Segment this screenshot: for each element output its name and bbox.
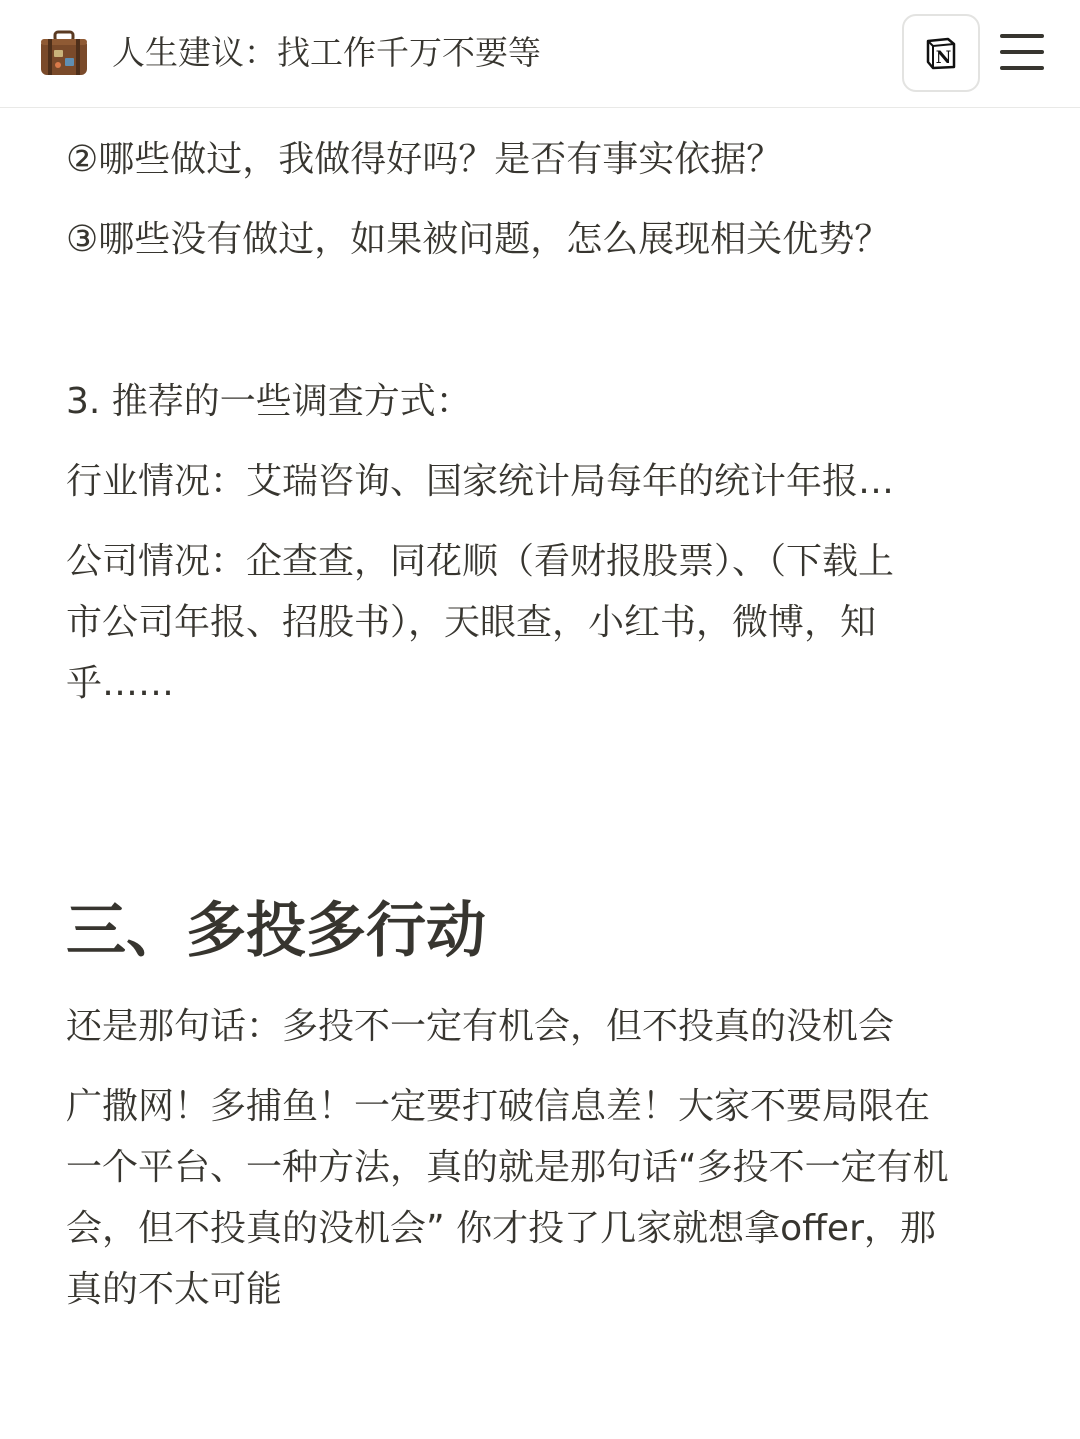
notion-button[interactable]: [902, 14, 980, 92]
company-sources-line: 乎……: [66, 663, 175, 704]
top-bar: [0, 0, 1080, 108]
saying-paragraph: 还是那句话：多投不一定有机会，但不投真的没机会: [66, 1006, 895, 1047]
company-sources-line: 市公司年报、招股书），天眼查，小红书，微博，知: [66, 602, 877, 643]
suitcase-icon[interactable]: [38, 28, 90, 80]
advice-line: 会，但不投真的没机会” 你才投了几家就想拿offer，那: [66, 1208, 936, 1249]
industry-sources: 行业情况：艾瑞咨询、国家统计局每年的统计年报…: [66, 461, 895, 502]
section-heading: 三、多投多行动: [66, 896, 486, 966]
hamburger-menu-icon[interactable]: [1000, 32, 1044, 72]
numbered-item-3: 3. 推荐的一些调查方式：: [66, 381, 472, 422]
notion-letter: N: [935, 48, 952, 68]
question-item-2: ②哪些做过，我做得好吗？是否有事实依据？: [66, 139, 783, 180]
company-sources-line: 公司情况：企查查，同花顺（看财报股票）、（下载上: [66, 541, 895, 582]
advice-line: 广撒网！多捕鱼！一定要打破信息差！大家不要局限在: [66, 1086, 931, 1127]
page-title: 人生建议：找工作千万不要等: [112, 33, 541, 72]
question-item-3: ③哪些没有做过，如果被问题，怎么展现相关优势？: [66, 219, 891, 260]
advice-line: 一个平台、一种方法，真的就是那句话“多投不一定有机: [66, 1147, 949, 1188]
advice-line: 真的不太可能: [66, 1269, 283, 1310]
notion-icon: [923, 35, 959, 71]
